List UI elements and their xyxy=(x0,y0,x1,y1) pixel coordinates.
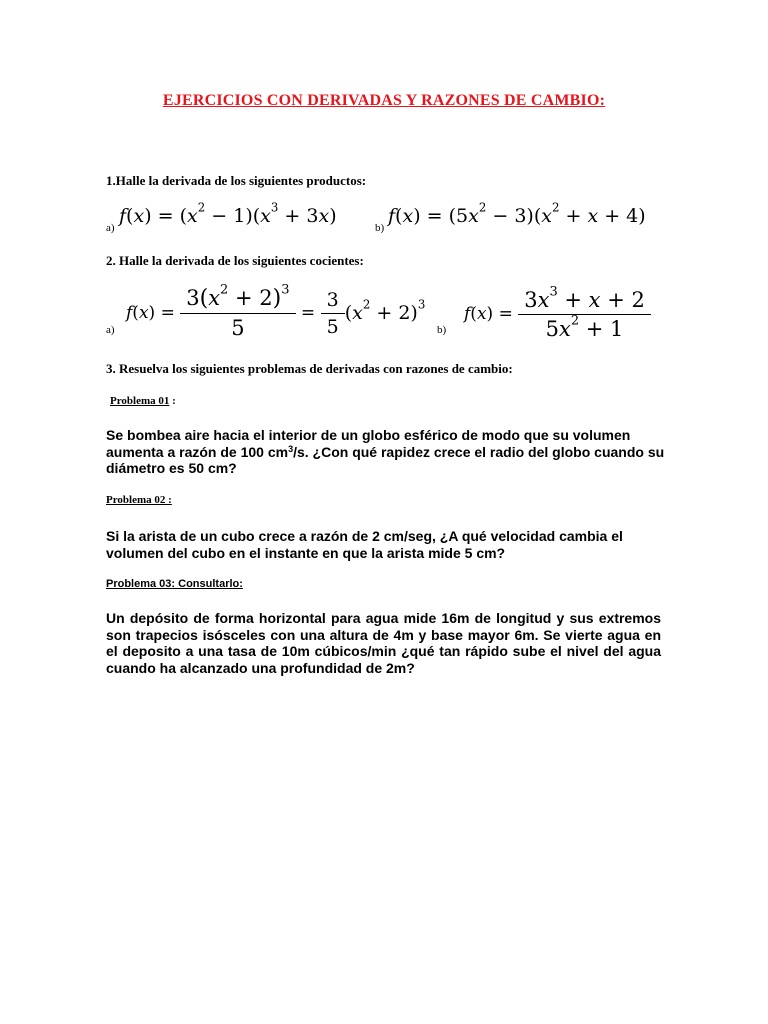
section-1-heading: 1.Halle la derivada de los siguientes productos: xyxy=(106,173,367,188)
problem-03-label: Problema 03: Consultarlo: xyxy=(106,578,243,590)
item-2b-label: b) xyxy=(437,324,447,336)
equation-2b: f ( x ) = $\frac{3x^3 + x + 2}{5x^2 + 1}$ xyxy=(464,286,651,342)
problem-01-text xyxy=(106,427,666,477)
item-1a-label: a) xyxy=(106,222,115,234)
problem-01-text-a: Se bombea aire hacia el interior de un globo esférico de modo que su volumen aumenta a razón de 100 cm xyxy=(106,427,631,460)
problem-01-heading xyxy=(110,395,176,407)
item-1b-label: b) xyxy=(375,222,385,234)
problem-02-label: Problema 02 : xyxy=(106,494,172,506)
problem-01-text-b: /s. ¿Con qué rapidez crece el radio del globo cuando su diámetro es 50 cm? xyxy=(106,443,665,476)
section-2-heading: 2. Halle la derivada de los siguientes cocientes: xyxy=(106,253,364,268)
section-3-heading: 3. Resuelva los siguientes problemas de derivadas con razones de cambio: xyxy=(106,361,513,376)
equation-1b: $f(x) = (5x^2 - 3)(x^2 + x + 4)$ xyxy=(388,200,646,227)
equation-2a: f ( x ) = $\frac{3(x^2 + 2)^3}{5}$ = $\frac{3}{5}$ $(x^2 + 2)^3$ xyxy=(126,282,426,340)
fraction-2b: $\frac{3x^3 + x + 2}{5x^2 + 1}$ xyxy=(521,288,648,341)
problem-01-label: Problema 01 xyxy=(110,395,170,407)
problem-01-suffix: : xyxy=(169,395,176,407)
fraction-2a-left: $\frac{3(x^2 + 2)^3}{5}$ xyxy=(183,286,292,340)
problem-03-text: Un depósito de forma horizontal para agua mide 16m de longitud y sus extremos son trapecios isósceles con una altura de 4m y base mayor 6m. Se vierte agua en el deposito a una tasa de 10m cúbicos/min ¿qué tan rápido sube el nivel del agua cuando ha alcanzado una profundidad de 2m? xyxy=(106,610,661,676)
item-2a-label: a) xyxy=(106,324,115,336)
fraction-2a-coef: $\frac{3}{5}$ xyxy=(324,289,342,338)
page-title: EJERCICIOS CON DERIVADAS Y RAZONES DE CAMBIO: xyxy=(162,92,606,109)
equation-1a: $f(x) = (x^2 - 1)(x^3 + 3x)$ xyxy=(119,200,337,227)
problem-02-text: Si la arista de un cubo crece a razón de 2 cm/seg, ¿A qué velocidad cambia el volumen del cubo en el instante en que la arista mide 5 cm? xyxy=(106,528,623,561)
problem-01-sup: 3 xyxy=(288,443,294,454)
